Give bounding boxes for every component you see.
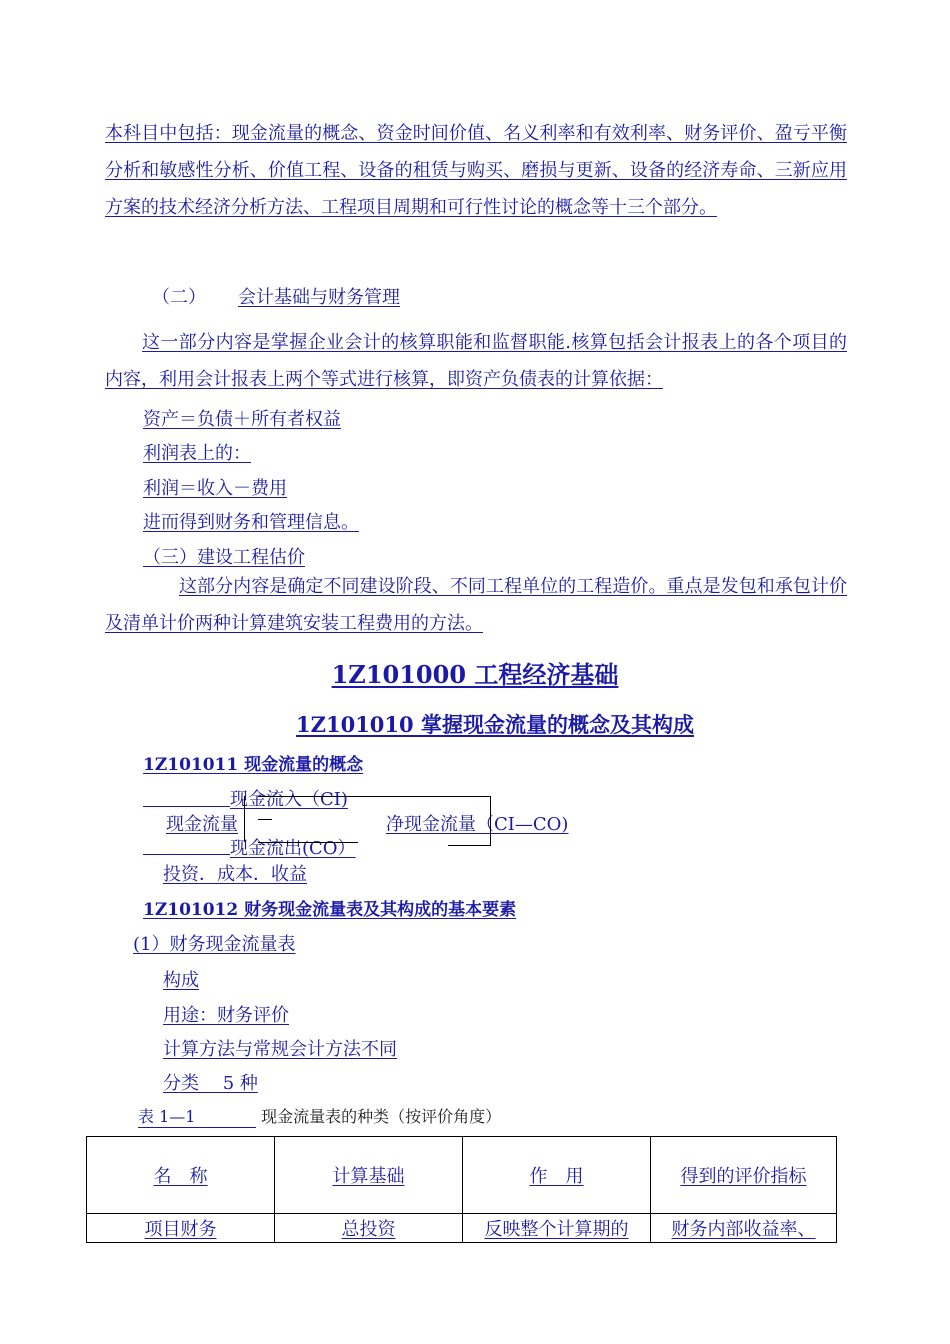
table-cell: 财务内部收益率、 bbox=[651, 1214, 837, 1243]
brace-middle-link bbox=[258, 819, 272, 820]
table-cell: 总投资 bbox=[275, 1214, 463, 1243]
section2-number: （二） bbox=[152, 287, 206, 308]
list-heading: (1）财务现金流量表 bbox=[133, 934, 296, 955]
section2-paragraph: 这一部分内容是掌握企业会计的核算职能和监督职能.核算包括会计报表上的各个项目的内容，利用会计报表上两个等式进行核算，即资产负债表的计算依据： bbox=[105, 332, 847, 390]
table-caption bbox=[138, 1104, 501, 1128]
subsection-heading-2: 1Z101012 财务现金流量表及其构成的基本要素 bbox=[143, 900, 517, 920]
section3-paragraph: 这部分内容是确定不同建设阶段、不同工程单位的工程造价。重点是发包和承包计价及清单计价两种计算建筑安装工程费用的方法。 bbox=[105, 576, 847, 634]
right-brace bbox=[448, 796, 491, 846]
cash-outflow-label: 现金流出(CO） bbox=[230, 838, 356, 859]
header-basis: 计算基础 bbox=[275, 1137, 463, 1214]
table-caption-number: 表 1—1 bbox=[138, 1104, 256, 1128]
cash-inflow-label: 现金流入（CI) bbox=[230, 789, 348, 810]
brace-top-link bbox=[258, 796, 448, 797]
cash-flow-label: 现金流量 bbox=[166, 814, 238, 835]
outflow-leader-line bbox=[143, 834, 230, 855]
section2-title: 会计基础与财务管理 bbox=[238, 287, 400, 308]
chapter-heading: 1Z101000 工程经济基础 bbox=[331, 660, 619, 689]
list-item-method: 计算方法与常规会计方法不同 bbox=[163, 1039, 397, 1060]
section3-heading: （三）建设工程估价 bbox=[143, 547, 305, 568]
info-line: 进而得到财务和管理信息。 bbox=[143, 512, 359, 533]
table-header-row bbox=[87, 1137, 837, 1214]
brace-bottom-link bbox=[258, 842, 358, 843]
net-cash-flow-label: 净现金流量（CI—CO) bbox=[386, 814, 569, 835]
list-item-composition: 构成 bbox=[163, 970, 199, 991]
section-heading: 1Z101010 掌握现金流量的概念及其构成 bbox=[296, 712, 694, 737]
list-item-usage: 用途：财务评价 bbox=[163, 1005, 289, 1026]
list-item-classification: 分类 5 种 bbox=[163, 1073, 258, 1094]
left-brace bbox=[244, 796, 259, 842]
table-cell: 项目财务 bbox=[87, 1214, 275, 1243]
table-caption-title: 现金流量表的种类（按评价角度） bbox=[261, 1107, 502, 1126]
equation-balance: 资产＝负债＋所有者权益 bbox=[143, 409, 341, 430]
inflow-leader-line bbox=[143, 786, 230, 807]
intro-paragraph: 本科目中包括：现金流量的概念、资金时间价值、名义利率和有效利率、财务评价、盈亏平衡分析和敏感性分析、价值工程、设备的租赁与购买、磨损与更新、设备的经济寿命、三新应用方案的技术经济分析方法、工程项目周期和可行性讨论的概念等十三个部分。 bbox=[105, 123, 847, 218]
diagram-note: 投资．成本．收益 bbox=[163, 864, 307, 885]
header-function: 作 用 bbox=[463, 1137, 651, 1214]
header-indicator: 得到的评价指标 bbox=[651, 1137, 837, 1214]
subsection-heading-1: 1Z101011 现金流量的概念 bbox=[143, 755, 364, 775]
cash-flow-table bbox=[86, 1136, 837, 1243]
table-cell: 反映整个计算期的 bbox=[463, 1214, 651, 1243]
equation-profit: 利润＝收入－费用 bbox=[143, 478, 287, 499]
income-statement-label: 利润表上的： bbox=[143, 443, 251, 464]
table-row bbox=[87, 1214, 837, 1243]
header-name: 名 称 bbox=[87, 1137, 275, 1214]
